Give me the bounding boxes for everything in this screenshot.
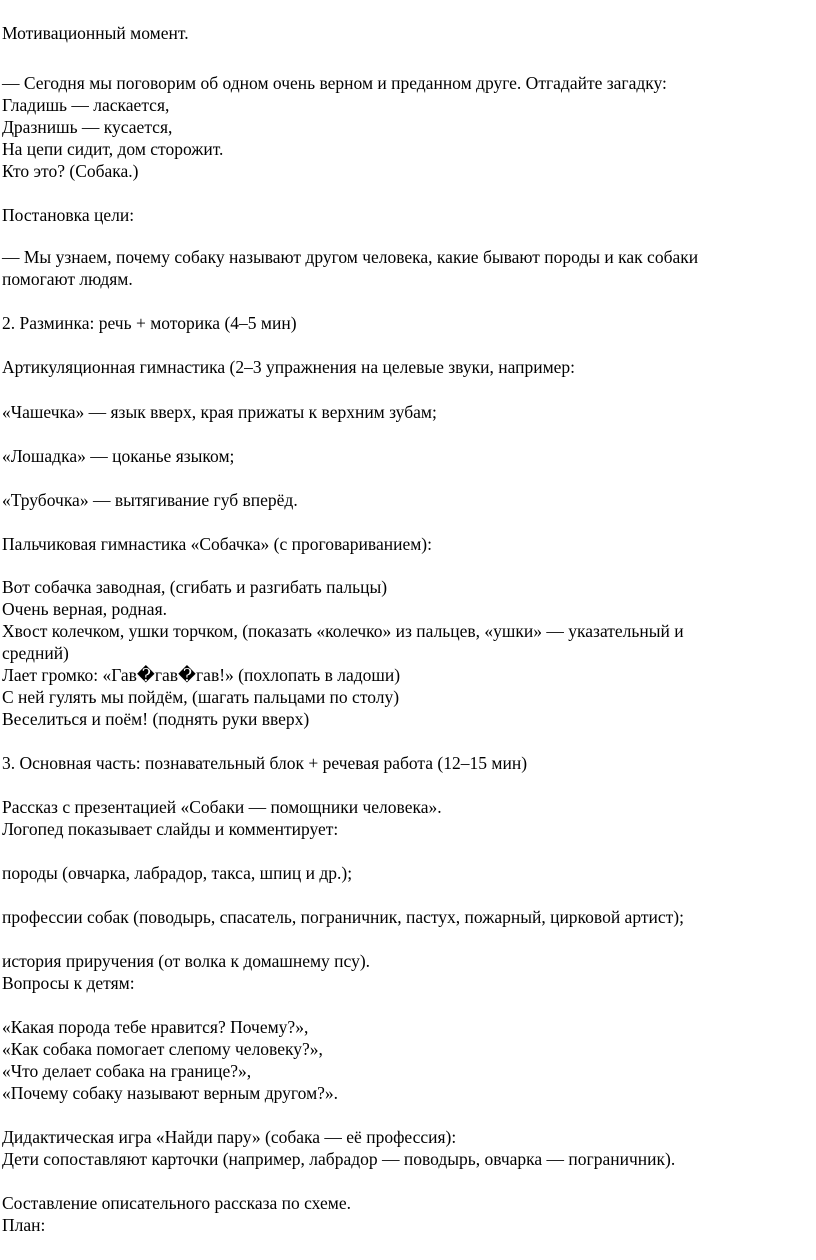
text-line: Дети сопоставляют карточки (например, лабрадор — поводырь, овчарка — пограничник). xyxy=(2,1149,676,1169)
poem-line: Лает громко: «Гав�гав�гав!» (похлопать в ладоши) xyxy=(2,665,401,685)
poem-line: Веселиться и поём! (поднять руки вверх) xyxy=(2,709,310,729)
poem-line: Вот собачка заводная, (сгибать и разгибать пальцы) xyxy=(2,577,388,597)
riddle-line: Кто это? (Собака.) xyxy=(2,161,139,181)
text-line: — Сегодня мы поговорим об одном очень верном и преданном друге. Отгадайте загадку: xyxy=(2,73,667,93)
riddle-line: Гладишь — ласкается, xyxy=(2,95,170,115)
question-line: «Что делает собака на границе?», xyxy=(2,1061,252,1081)
text-line: Артикуляционная гимнастика (2–3 упражнения на целевые звуки, например: xyxy=(2,357,576,377)
riddle-line: На цепи сидит, дом сторожит. xyxy=(2,139,224,159)
question-line: «Как собака помогает слепому человеку?», xyxy=(2,1039,323,1059)
section-heading-motivation: Мотивационный момент. xyxy=(2,23,189,43)
section-heading-warmup: 2. Разминка: речь + моторика (4–5 мин) xyxy=(2,313,297,333)
text-line: Логопед показывает слайды и комментирует: xyxy=(2,819,339,839)
text-line: Составление описательного рассказа по схеме. xyxy=(2,1193,351,1213)
text-line: Пальчиковая гимнастика «Собачка» (с проговариванием): xyxy=(2,534,432,554)
question-line: «Почему собаку называют верным другом?». xyxy=(2,1083,339,1103)
poem-line: Очень верная, родная. xyxy=(2,599,167,619)
list-item: «Лошадка» — цоканье языком; xyxy=(2,446,235,466)
text-line: Рассказ с презентацией «Собаки — помощники человека». xyxy=(2,797,442,817)
list-item: «Трубочка» — вытягивание губ вперёд. xyxy=(2,490,298,510)
section-heading-goal: Постановка цели: xyxy=(2,205,135,225)
list-item: «Чашечка» — язык вверх, края прижаты к верхним зубам; xyxy=(2,402,437,422)
poem-line: Хвост колечком, ушки торчком, (показать «колечко» из пальцев, «ушки» — указательный и xyxy=(2,621,684,641)
section-heading-main: 3. Основная часть: познавательный блок + речевая работа (12–15 мин) xyxy=(2,753,528,773)
list-item: породы (овчарка, лабрадор, такса, шпиц и др.); xyxy=(2,863,353,883)
list-item: профессии собак (поводырь, спасатель, пограничник, пастух, пожарный, цирковой артист); xyxy=(2,907,684,927)
riddle-line: Дразнишь — кусается, xyxy=(2,117,173,137)
list-item: история приручения (от волка к домашнему псу). xyxy=(2,951,371,971)
question-line: «Какая порода тебе нравится? Почему?», xyxy=(2,1017,309,1037)
text-line: Вопросы к детям: xyxy=(2,973,135,993)
poem-line: средний) xyxy=(2,643,69,663)
text-line: — Мы узнаем, почему собаку называют другом человека, какие бывают породы и как собаки xyxy=(2,247,699,267)
text-line: Дидактическая игра «Найди пару» (собака — её профессия): xyxy=(2,1127,457,1147)
text-line: помогают людям. xyxy=(2,269,133,289)
text-line: План: xyxy=(2,1215,46,1235)
poem-line: С ней гулять мы пойдём, (шагать пальцами по столу) xyxy=(2,687,400,707)
